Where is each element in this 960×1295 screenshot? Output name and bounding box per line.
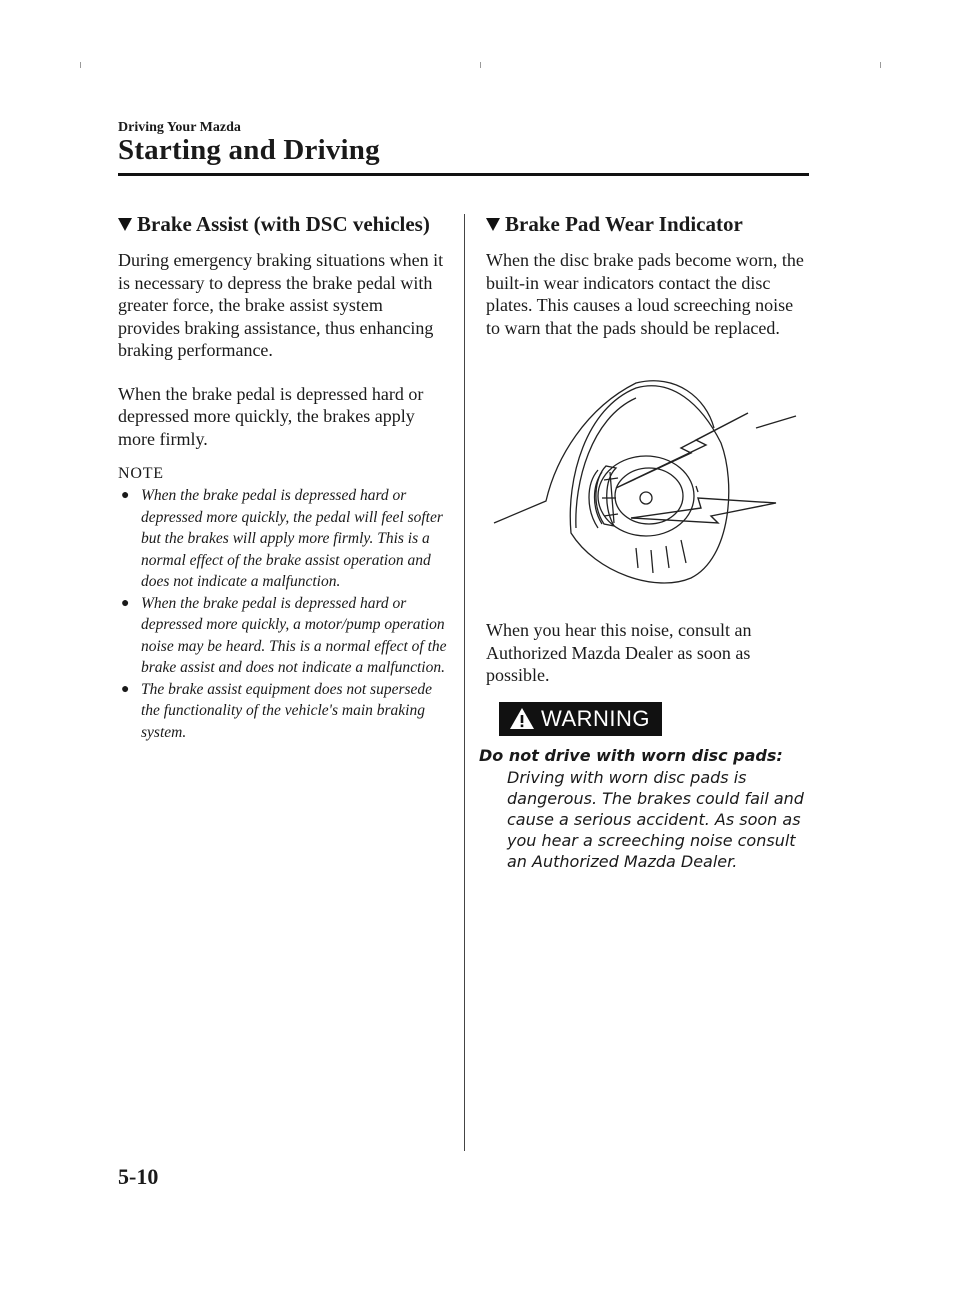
right-column <box>479 212 811 872</box>
note-list <box>118 485 448 743</box>
triangle-marker-icon <box>118 218 132 231</box>
header-rule <box>118 173 809 176</box>
bullet-icon: ● <box>121 681 130 697</box>
warning-label-text: WARNING <box>541 705 651 731</box>
crop-mark <box>480 62 481 68</box>
brake-assist-heading-text: Brake Assist (with DSC vehicles) <box>137 212 430 236</box>
brake-assist-paragraph: During emergency braking situations when it is necessary to depress the brake pedal with greater force, the brake assist system provides braking assistance, thus enhancing braking performance. <box>118 250 444 360</box>
note-text: When the brake pedal is depressed hard or depressed more quickly, the pedal will feel softer but the brakes will apply more firmly. This is a normal effect of the brake assist operation and does not indicate a malfunction. <box>141 487 443 590</box>
bullet-icon: ● <box>121 595 130 611</box>
warning-body: Driving with worn disc pads is dangerous. The brakes could fail and cause a serious accident. As soon as you hear a screeching noise consult an Authorized Mazda Dealer. <box>507 767 804 871</box>
brake-pad-heading-text: Brake Pad Wear Indicator <box>505 212 743 236</box>
warning-triangle-icon <box>509 707 535 730</box>
crop-mark <box>80 62 81 68</box>
left-column <box>118 212 448 743</box>
brake-assist-heading <box>118 212 448 237</box>
note-text: When the brake pedal is depressed hard or depressed more quickly, a motor/pump operation noise may be heard. This is a normal effect of the brake assist and does not indicate a malfunction. <box>141 594 447 676</box>
brake-pad-paragraph: When you hear this noise, consult an Authorized Mazda Dealer as soon as possible. <box>486 620 752 685</box>
note-label: NOTE <box>118 465 164 482</box>
bullet-icon: ● <box>121 488 130 503</box>
section-label: Driving Your Mazda <box>118 120 241 135</box>
note-item <box>118 679 448 744</box>
triangle-marker-icon <box>486 218 500 231</box>
column-divider <box>464 214 465 1151</box>
brake-assist-paragraph: When the brake pedal is depressed hard or depressed more quickly, the brakes apply more firmly. <box>118 383 424 449</box>
note-item <box>118 485 448 593</box>
note-item <box>118 593 448 679</box>
crop-mark <box>880 62 881 68</box>
page-number: 5-10 <box>118 1164 159 1189</box>
chapter-title: Starting and Driving <box>118 134 380 166</box>
brake-pad-heading <box>486 212 811 237</box>
brake-pad-paragraph: When the disc brake pads become worn, the built-in wear indicators contact the disc plates. This causes a loud screeching noise to warn that the pads should be replaced. <box>486 250 804 338</box>
warning-title: Do not drive with worn disc pads: <box>479 745 783 765</box>
warning-label <box>499 702 662 736</box>
brake-wear-illustration <box>486 368 811 598</box>
note-text: The brake assist equipment does not supersede the functionality of the vehicle's main braking system. <box>141 680 433 741</box>
